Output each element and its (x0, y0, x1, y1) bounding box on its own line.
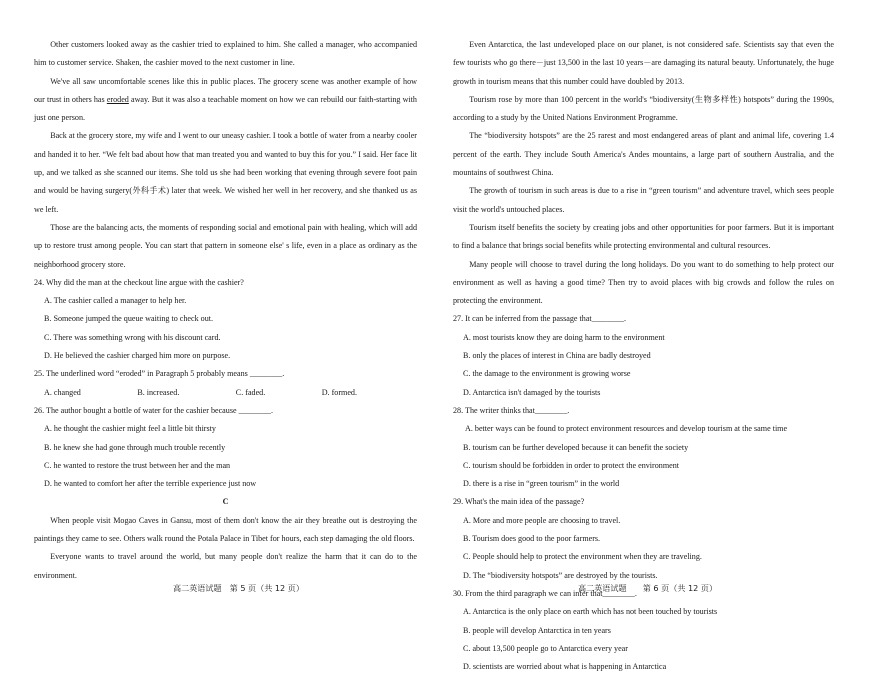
question-26-option: A. he thought the cashier might feel a little bit thirsty (44, 424, 216, 434)
passage-paragraph: The “biodiversity hotspots” are the 25 rarest and most endangered areas of plant and animal life, covering 1.4 percent of the earth. They include South America's Andes mountains, a large part of southern Australia, and the mountains of southwest China. (453, 131, 834, 178)
question-26-option: B. he knew she had gone through much trouble recently (44, 442, 226, 452)
question-28-option: C. tourism should be forbidden in order to protect the environment (463, 460, 680, 470)
question-27-option: C. the damage to the environment is growing worse (463, 369, 631, 379)
question-25-options (34, 384, 417, 402)
question-25-option: B. increased. (137, 387, 180, 397)
question-28-option: D. there is a rise in “green tourism” in the world (463, 479, 620, 489)
question-27-option: A. most tourists know they are doing harm to the environment (463, 332, 665, 342)
question-25-stem: 25. The underlined word “eroded” in Paragraph 5 probably means ________. (34, 369, 285, 379)
paragraph-text: We've all saw uncomfortable scenes like this in public places. The grocery scene was another example of how our trust in others has (34, 76, 417, 104)
question-29-option: C. People should help to protect the environment when they are traveling. (463, 552, 702, 562)
passage-paragraph: Tourism itself benefits the society by creating jobs and other opportunities for poor farmers. But it is important to find a balance that brings social benefits while protecting environmental and cultural resources. (453, 222, 834, 251)
question-26-option: D. he wanted to comfort her after the terrible experience just now (44, 479, 257, 489)
question-30-stem: 30. From the third paragraph we can infer that________. (453, 588, 637, 598)
question-30-option: D. scientists are worried about what is happening in Antarctica (463, 662, 667, 672)
question-24-stem: 24. Why did the man at the checkout line argue with the cashier? (34, 277, 244, 287)
section-heading: C (222, 497, 229, 507)
question-27-option: B. only the places of interest in China are badly destroyed (463, 351, 651, 361)
question-25-option: A. changed (44, 387, 81, 397)
question-24-option: C. There was something wrong with his discount card. (44, 332, 221, 342)
left-column (34, 36, 417, 585)
passage-paragraph: The growth of tourism in such areas is due to a rise in “green tourism” and adventure travel, which sees people visit the world's untouched places. (453, 186, 834, 214)
passage-paragraph: Many people will choose to travel during the long holidays. Do you want to do something to help protect our environment as well as having a good time? Then try to avoid places with big crowds and follow the rules on protecting the environment. (453, 259, 834, 306)
question-30-option: C. about 13,500 people go to Antarctica every year (463, 643, 628, 653)
question-24-option: B. Someone jumped the queue waiting to check out. (44, 314, 214, 324)
question-27-stem: 27. It can be inferred from the passage that________. (453, 314, 627, 324)
question-29-option: A. More and more people are choosing to travel. (463, 515, 621, 525)
question-26-stem: 26. The author bought a bottle of water for the cashier because ________. (34, 405, 273, 415)
passage-paragraph: Other customers looked away as the cashier tried to explained to him. She called a manager, who accompanied him to customer service. Shaken, the cashier moved to the next customer in line. (34, 40, 417, 68)
passage-paragraph (34, 73, 417, 128)
question-27-option: D. Antarctica isn't damaged by the tourists (463, 387, 601, 397)
underlined-word: eroded (106, 94, 129, 104)
right-column (453, 36, 834, 676)
question-24-option: A. The cashier called a manager to help her. (44, 296, 187, 306)
passage-paragraph: Back at the grocery store, my wife and I went to our uneasy cashier. I took a bottle of water from a nearby cooler and handed it to her. “We felt bad about how that man treated you and wanted to buy this for you.” I said. Her face lit up, and we talked as she scanned our items. She told us she had been working that evening through severe foot pain and would be having surgery(外科手术) later that week. We wished her well in her recovery, and she thanked us as we left. (34, 131, 417, 214)
question-30-option: B. people will develop Antarctica in ten years (463, 625, 611, 635)
question-28-stem: 28. The writer thinks that________. (453, 405, 570, 415)
question-29-stem: 29. What's the main idea of the passage? (453, 497, 585, 507)
question-29-option: D. The “biodiversity hotspots” are destroyed by the tourists. (463, 570, 658, 580)
question-28-option: B. tourism can be further developed because it can benefit the society (463, 442, 689, 452)
question-26-option: C. he wanted to restore the trust between her and the man (44, 460, 231, 470)
paragraph-text: away. But it was also a teachable moment on how we can rebuild our faith-starting with just one person. (34, 94, 417, 123)
page-footer: 高二英语试题 第 5 页（共 12 页） (173, 583, 304, 593)
question-28-option: A. better ways can be found to protect environment resources and develop tourism at the same time (465, 424, 788, 434)
passage-paragraph: Everyone wants to travel around the world, but many people don't realize the harm that it can do to the environment. (34, 552, 417, 580)
passage-paragraph: Tourism rose by more than 100 percent in the world's “biodiversity(生物多样性) hotspots” during the 1990s, according to a study by the United Nations Environment Programme. (453, 94, 834, 123)
question-30-option: A. Antarctica is the only place on earth which has not been touched by tourists (463, 607, 718, 617)
question-25-option: C. faded. (235, 387, 266, 397)
passage-paragraph: Even Antarctica, the last undeveloped place on our planet, is not considered safe. Scientists say that even the few tourists who go there－just 13,500 in the last 10 years－are damaging its natural beauty. Unfortunately, the huge growth in tourism means that this number could have doubled by 2013. (453, 40, 834, 86)
question-29-option: B. Tourism does good to the poor farmers. (463, 534, 601, 544)
page-footer: 高二英语试题 第 6 页（共 12 页） (578, 583, 718, 593)
passage-paragraph: When people visit Mogao Caves in Gansu, most of them don't know the air they breathe out is destroying the paintings they came to see. Others walk round the Potala Palace in Tibet for hours, each step damaging the old floors. (34, 515, 417, 544)
question-25-option: D. formed. (321, 387, 357, 397)
question-24-option: D. He believed the cashier charged him more on purpose. (44, 351, 231, 361)
passage-paragraph: Those are the balancing acts, the moments of responding social and emotional pain with healing, which will add up to restore trust among people. You can start that pattern in someone else' s life, even in a place as ordinary as the neighborhood grocery store. (34, 222, 417, 269)
